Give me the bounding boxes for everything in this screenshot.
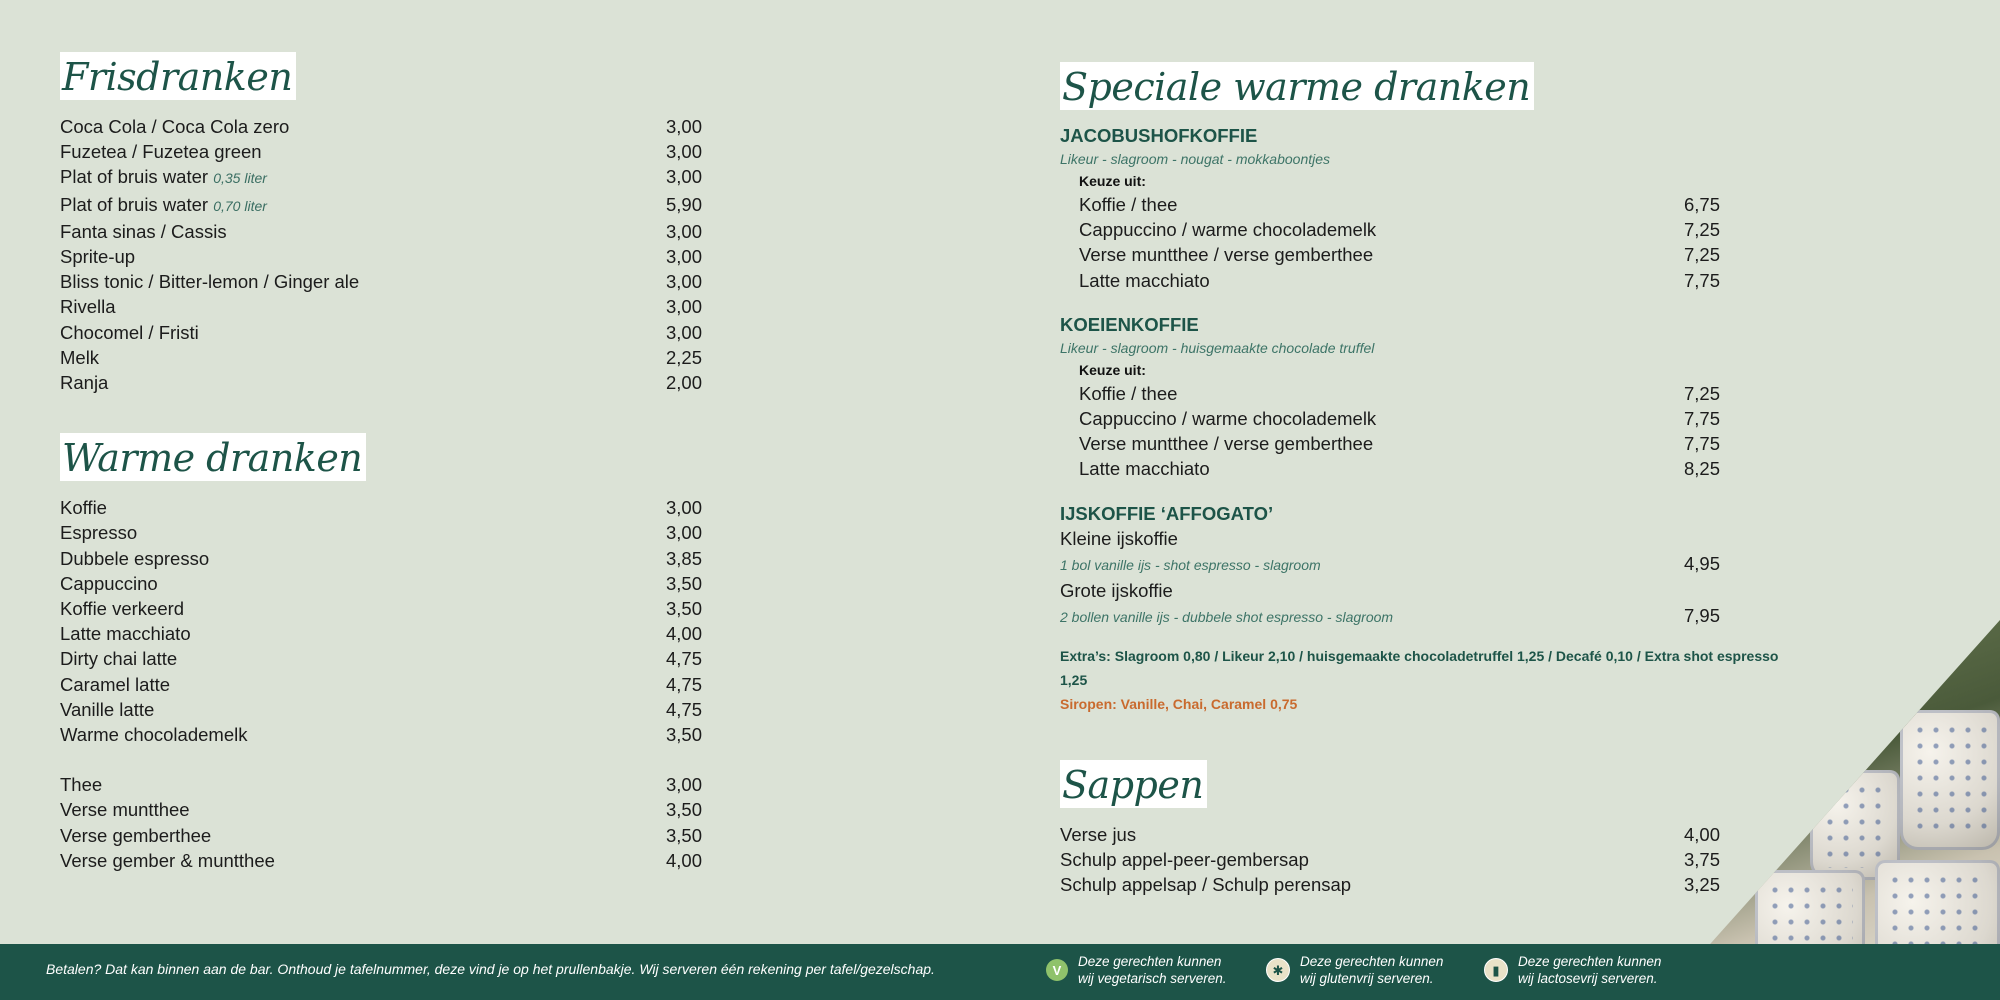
menu-item [1079, 381, 1720, 406]
menu-item [1079, 192, 1720, 217]
koeienkoffie-block [1060, 313, 1800, 482]
choice-label: Keuze uit: [1079, 361, 1146, 378]
payment-note: Betalen? Dat kan binnen aan de bar. Onthoud je tafelnummer, deze vind je op het prullenbakje. Wij serveren één rekening per tafel/gezelschap. [46, 961, 935, 977]
menu-item [60, 320, 702, 345]
spacer [1060, 716, 1800, 760]
menu-item [60, 646, 702, 671]
siropen-note: Siropen: Vanille, Chai, Caramel 0,75 [1060, 696, 1298, 713]
item-description: 1 bol vanille ijs - shot espresso - slagroom [1060, 556, 1321, 573]
menu-item [60, 244, 702, 269]
item-price: 5,90 [665, 193, 702, 215]
menu-item [1060, 847, 1720, 872]
section-title-warme-dranken: Warme dranken [60, 433, 366, 481]
item-price: 3,00 [665, 774, 702, 796]
item-price: 3,85 [665, 547, 702, 569]
item-name: Koffie / thee [1079, 194, 1178, 215]
item-price: 3,00 [665, 246, 702, 268]
legend-text [1078, 953, 1227, 987]
item-volume-note: 0,35 liter [213, 170, 267, 187]
footer-bar [0, 944, 2000, 1000]
extras-note: Extra’s: Slagroom 0,80 / Likeur 2,10 / huisgemaakte chocoladetruffel 1,25 / Decafé 0,10 / Extra shot espresso 1,25 [1060, 648, 1779, 689]
item-name: Grote ijskoffie [1060, 579, 1173, 601]
menu-item [60, 848, 702, 873]
item-price: 2,00 [665, 372, 702, 394]
menu-item [60, 596, 702, 621]
item-name: Kleine ijskoffie [1060, 527, 1178, 549]
item-price: 3,50 [665, 598, 702, 620]
item-name: Ranja [60, 372, 109, 394]
item-name: Latte macchiato [1079, 458, 1210, 480]
menu-item [60, 722, 702, 747]
menu-item [60, 495, 702, 520]
drink-name: IJSKOFFIE ‘AFFOGATO’ [1060, 502, 1274, 524]
item-name: Fanta sinas / Cassis [60, 220, 227, 242]
legend-line: Deze gerechten kunnen [1518, 954, 1662, 969]
menu-item [60, 772, 702, 797]
spacer [1060, 482, 1800, 502]
menu-item [1079, 242, 1720, 267]
item-name: Thee [60, 774, 103, 796]
right-column [1060, 62, 1800, 898]
drink-description: Likeur - slagroom - huisgemaakte chocolade truffel [1060, 339, 1375, 356]
drink-description: Likeur - slagroom - nougat - mokkaboontjes [1060, 151, 1331, 167]
item-name: Fuzetea / Fuzetea green [60, 141, 262, 163]
item-name: Verse muntthee / verse gemberthee [1079, 244, 1374, 266]
spacer [60, 395, 710, 433]
item-price: 7,75 [1683, 269, 1720, 291]
menu-item [60, 139, 702, 164]
choice-label: Keuze uit: [1079, 173, 1146, 189]
menu-item [1060, 603, 1720, 630]
milk-bottle-icon: ▮ [1484, 958, 1508, 982]
menu-item [60, 823, 702, 848]
item-price: 4,75 [665, 648, 702, 670]
menu-item [60, 621, 702, 646]
item-name: Koffie / thee [1079, 382, 1178, 404]
section-title-speciale-warme-dranken: Speciale warme dranken [1060, 62, 1534, 110]
legend-line: Deze gerechten kunnen [1300, 954, 1444, 969]
item-price: 3,00 [665, 166, 702, 188]
item-name: Cappuccino / warme chocolademelk [1079, 408, 1377, 430]
item-name: Dirty chai latte [60, 648, 178, 670]
item-price: 3,00 [665, 497, 702, 519]
menu-item [60, 219, 702, 244]
item-name: Coca Cola / Coca Cola zero [60, 116, 290, 137]
item-price: 3,50 [665, 724, 702, 746]
menu-item [60, 164, 702, 191]
item-name: Verse muntthee / verse gemberthee [1079, 433, 1374, 455]
item-name: Verse jus [1060, 824, 1137, 846]
item-price: 3,25 [1683, 874, 1720, 896]
menu-item [60, 269, 702, 294]
item-price: 2,25 [665, 346, 702, 368]
menu-item [1060, 822, 1720, 847]
item-price: 3,50 [665, 799, 702, 821]
item-name: Latte macchiato [1079, 269, 1210, 291]
mug-shape [1900, 710, 2000, 850]
legend-text [1518, 953, 1661, 987]
drink-name: KOEIENKOFFIE [1060, 313, 1199, 335]
spacer [60, 747, 710, 772]
legend-glutenfree [1266, 953, 1443, 987]
item-price: 3,75 [1683, 849, 1720, 871]
frisdranken-list [60, 114, 710, 395]
legend-line: wij glutenvrij serveren. [1300, 971, 1434, 986]
item-price: 3,00 [665, 116, 702, 137]
jacobushofkoffie-block [1060, 124, 1800, 293]
leaf-icon: V [1046, 959, 1068, 981]
item-name: Sprite-up [60, 246, 136, 268]
item-name: Dubbele espresso [60, 547, 210, 569]
item-price: 7,25 [1683, 219, 1720, 241]
item-price: 4,00 [665, 623, 702, 645]
item-name: Chocomel / Fristi [60, 321, 199, 343]
item-name: Latte macchiato [60, 623, 191, 645]
menu-item [60, 114, 702, 139]
item-name: Espresso [60, 522, 138, 544]
item-price: 3,50 [665, 824, 702, 846]
item-price: 7,75 [1683, 433, 1720, 455]
item-name: Vanille latte [60, 698, 155, 720]
item-name: Schulp appel-peer-gembersap [1060, 849, 1309, 871]
menu-item [60, 797, 702, 822]
item-price: 8,25 [1683, 458, 1720, 480]
sappen-list [1060, 822, 1800, 898]
section-title-sappen: Sappen [1060, 760, 1207, 808]
menu-item [1079, 406, 1720, 431]
ijskoffie-block [1060, 502, 1800, 630]
menu-item [60, 370, 702, 395]
menu-item [1079, 431, 1720, 456]
item-name: Plat of bruis water [60, 193, 209, 215]
item-name: Warme chocolademelk [60, 724, 248, 746]
item-name: Verse muntthee [60, 799, 190, 821]
item-volume-note: 0,70 liter [213, 197, 267, 214]
item-price: 7,25 [1683, 382, 1720, 404]
drink-name: JACOBUSHOFKOFFIE [1060, 125, 1258, 146]
legend-line: wij lactosevrij serveren. [1518, 971, 1658, 986]
item-price: 7,95 [1683, 604, 1720, 626]
menu-item [1060, 551, 1720, 578]
left-column [60, 52, 710, 873]
legend-line: Deze gerechten kunnen [1078, 954, 1222, 969]
menu-item [60, 520, 702, 545]
item-name: Plat of bruis water [60, 166, 209, 188]
item-price: 3,50 [665, 572, 702, 594]
menu-item [60, 571, 702, 596]
item-price: 3,00 [665, 220, 702, 242]
warme-dranken-list [60, 495, 710, 873]
item-name: Schulp appelsap / Schulp perensap [1060, 874, 1352, 896]
item-price: 3,00 [665, 271, 702, 293]
item-price: 3,00 [665, 321, 702, 343]
menu-item [60, 672, 702, 697]
menu-item [60, 697, 702, 722]
item-price: 4,00 [1683, 824, 1720, 846]
item-price: 6,75 [1683, 194, 1720, 215]
legend-lactosefree [1484, 953, 1661, 987]
item-name: Rivella [60, 296, 116, 318]
item-price: 7,75 [1683, 408, 1720, 430]
item-price: 4,00 [665, 849, 702, 871]
item-price: 4,75 [665, 673, 702, 695]
wheat-icon: ✱ [1266, 958, 1290, 982]
item-price: 3,00 [665, 522, 702, 544]
item-price: 4,75 [665, 698, 702, 720]
item-price: 3,00 [665, 141, 702, 163]
legend-line: wij vegetarisch serveren. [1078, 971, 1227, 986]
legend-vegetarian [1046, 953, 1227, 987]
spacer [1060, 293, 1800, 313]
item-name: Cappuccino / warme chocolademelk [1079, 219, 1377, 241]
item-price: 7,25 [1683, 244, 1720, 266]
menu-item [60, 192, 702, 219]
item-description: 2 bollen vanille ijs - dubbele shot espresso - slagroom [1060, 608, 1394, 625]
item-name: Koffie [60, 497, 107, 519]
item-name: Verse gember & muntthee [60, 849, 275, 871]
item-name: Verse gemberthee [60, 824, 212, 846]
menu-item [1079, 268, 1720, 293]
item-name: Melk [60, 346, 100, 368]
item-name: Bliss tonic / Bitter-lemon / Ginger ale [60, 271, 360, 293]
section-title-frisdranken: Frisdranken [60, 52, 296, 100]
menu-item [1079, 217, 1720, 242]
menu-item [60, 345, 702, 370]
item-name: Cappuccino [60, 572, 158, 594]
legend-text [1300, 953, 1443, 987]
menu-item [60, 294, 702, 319]
menu-item [1079, 456, 1720, 481]
menu-item [1060, 872, 1720, 897]
item-price: 4,95 [1683, 552, 1720, 574]
item-price: 3,00 [665, 296, 702, 318]
item-name: Koffie verkeerd [60, 598, 185, 620]
menu-item [60, 546, 702, 571]
item-name: Caramel latte [60, 673, 171, 695]
